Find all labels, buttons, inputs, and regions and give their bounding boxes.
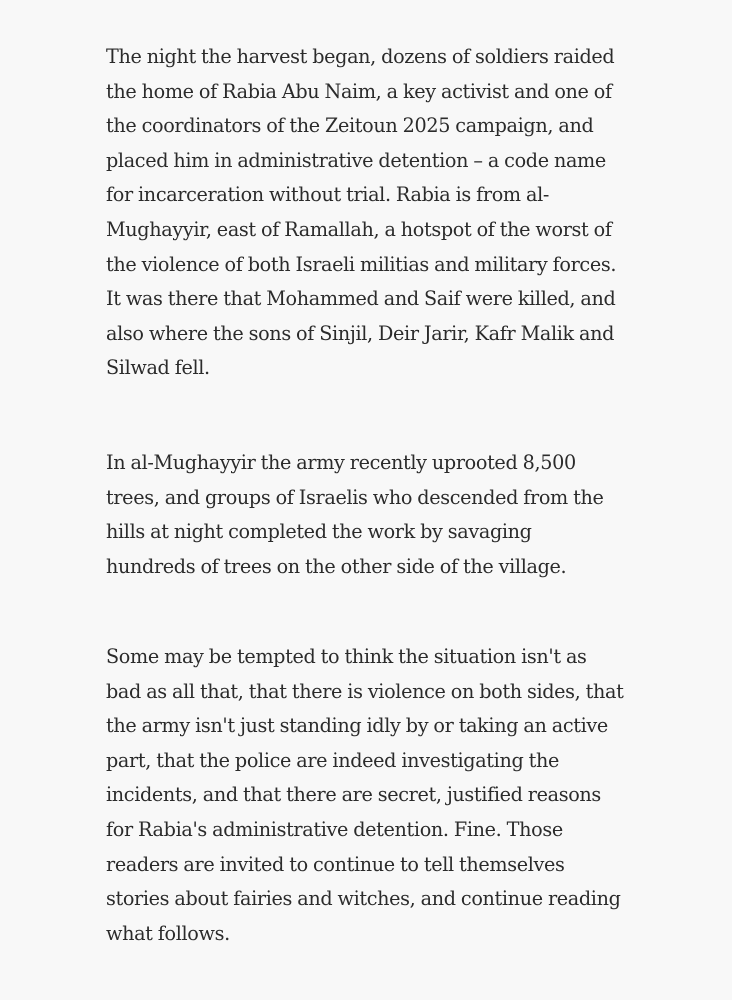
text-line: the violence of both Israeli militias and military forces. bbox=[106, 252, 617, 276]
text-line: what follows. bbox=[106, 921, 230, 945]
text-line: the army isn't just standing idly by or taking an active bbox=[106, 714, 608, 738]
text-line: The night the harvest began, dozens of soldiers raided bbox=[106, 45, 615, 68]
text-line: In al-Mughayyir the army recently uprooted 8,500 bbox=[106, 451, 576, 474]
text-line: Some may be tempted to think the situation isn't as bbox=[106, 645, 587, 668]
text-line: incidents, and that there are secret, justified reasons bbox=[106, 783, 601, 807]
paragraph-uprooted-trees bbox=[106, 446, 604, 584]
text-line: the coordinators of the Zeitoun 2025 campaign, and bbox=[106, 114, 594, 138]
paragraph-harvest-raid bbox=[106, 40, 616, 386]
text-line: Mughayyir, east of Ramallah, a hotspot of the worst of bbox=[106, 217, 612, 241]
text-line: for Rabia's administrative detention. Fine. Those bbox=[106, 817, 563, 841]
text-line: for incarceration without trial. Rabia is from al- bbox=[106, 183, 550, 207]
text-line: trees, and groups of Israelis who descended from the bbox=[106, 485, 604, 509]
text-line: placed him in administrative detention – a code name bbox=[106, 148, 606, 172]
text-line: stories about fairies and witches, and continue reading bbox=[106, 887, 621, 911]
paragraph-skeptics bbox=[106, 640, 624, 951]
text-line: Silwad fell. bbox=[106, 356, 210, 380]
text-line: part, that the police are indeed investigating the bbox=[106, 748, 560, 772]
text-line: hundreds of trees on the other side of the village. bbox=[106, 554, 567, 578]
text-line: It was there that Mohammed and Saif were killed, and bbox=[106, 287, 616, 311]
text-line: also where the sons of Sinjil, Deir Jarir, Kafr Malik and bbox=[106, 321, 615, 345]
text-line: readers are invited to continue to tell themselves bbox=[106, 852, 565, 876]
text-line: bad as all that, that there is violence on both sides, that bbox=[106, 679, 624, 703]
text-line: hills at night completed the work by savaging bbox=[106, 520, 532, 544]
text-line: the home of Rabia Abu Naim, a key activist and one of bbox=[106, 79, 612, 103]
